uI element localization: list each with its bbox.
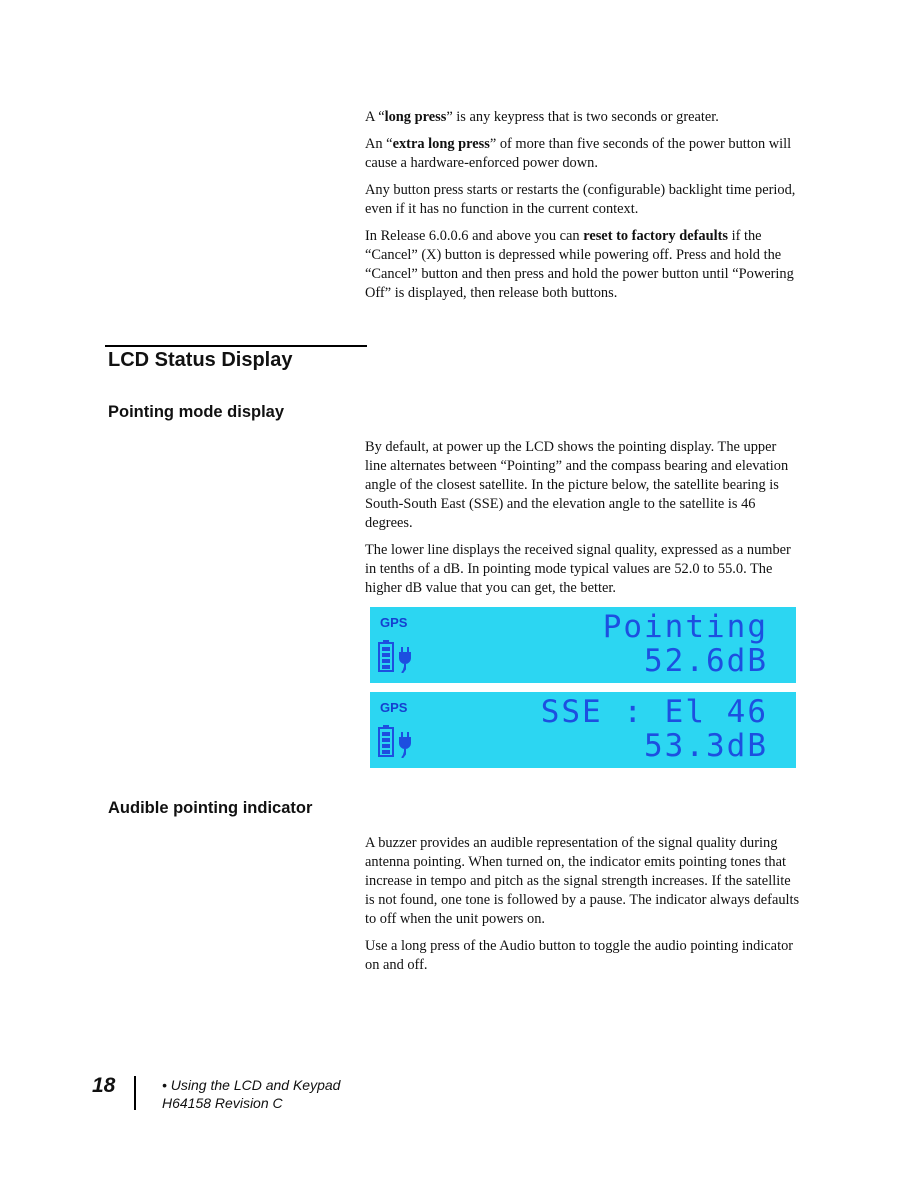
gps-label: GPS — [380, 700, 408, 715]
lcd-line-1: SSE : El 46 — [540, 694, 768, 730]
lcd-line-1: Pointing — [602, 609, 768, 645]
footer-text — [162, 1076, 340, 1112]
audible-paragraph-2: Use a long press of the Audio button to toggle the audio pointing indicator on and off. — [365, 938, 794, 973]
battery-icon — [378, 724, 414, 758]
audible-heading: Audible pointing indicator — [108, 799, 313, 817]
section-rule — [105, 345, 367, 347]
paragraph-backlight: Any button press starts or restarts the (configurable) backlight time period, even if it has no function in the current context. — [365, 182, 796, 217]
battery-icon — [378, 639, 414, 673]
footer-doc-id: H64158 Revision C — [162, 1095, 283, 1111]
lcd-screen-pointing — [370, 607, 796, 683]
section-title: LCD Status Display — [108, 349, 293, 371]
paragraph-factory-reset: In Release 6.0.0.6 and above you can reset to factory defaults if the “Cancel” (X) button is depressed while powering off. Press and hold the “Cancel” button and then press and hold the power button until “Powering Off” is displayed, then release both buttons. — [365, 228, 794, 301]
intro-text — [365, 108, 800, 311]
lcd-screen-bearing — [370, 692, 796, 768]
page-number: 18 — [92, 1074, 116, 1097]
footer-divider — [134, 1076, 136, 1110]
status-icons — [378, 724, 414, 763]
paragraph-extra-long-press: An “extra long press” of more than five seconds of the power button will cause a hardware-enforced power down. — [365, 136, 792, 171]
footer-chapter: • Using the LCD and Keypad — [162, 1077, 341, 1093]
paragraph-long-press: A “long press” is any keypress that is two seconds or greater. — [365, 109, 719, 125]
status-icons — [378, 639, 414, 678]
pointing-text — [365, 438, 800, 606]
audible-paragraph-1: A buzzer provides an audible representation of the signal quality during antenna pointing. When turned on, the indicator emits pointing tones that increase in tempo and pitch as the signal strength increases. If the satellite is not found, one tone is followed by a pause. The indicator always defaults to off when the unit powers on. — [365, 835, 800, 927]
lcd-line-2: 52.6dB — [644, 643, 768, 679]
lcd-line-2: 53.3dB — [644, 728, 768, 764]
pointing-heading: Pointing mode display — [108, 403, 285, 421]
audible-text — [365, 834, 800, 983]
pointing-paragraph-1: By default, at power up the LCD shows the pointing display. The upper line alternates between “Pointing” and the compass bearing and elevation angle of the closest satellite. In the picture below, the satellite bearing is South-South East (SSE) and the elevation angle to the satellite is 46 degrees. — [365, 439, 789, 531]
pointing-paragraph-2: The lower line displays the received signal quality, expressed as a number in tenths of a dB. In pointing mode typical values are 52.0 to 55.0. The higher dB value that you can get, the better. — [365, 542, 791, 596]
gps-label: GPS — [380, 615, 408, 630]
